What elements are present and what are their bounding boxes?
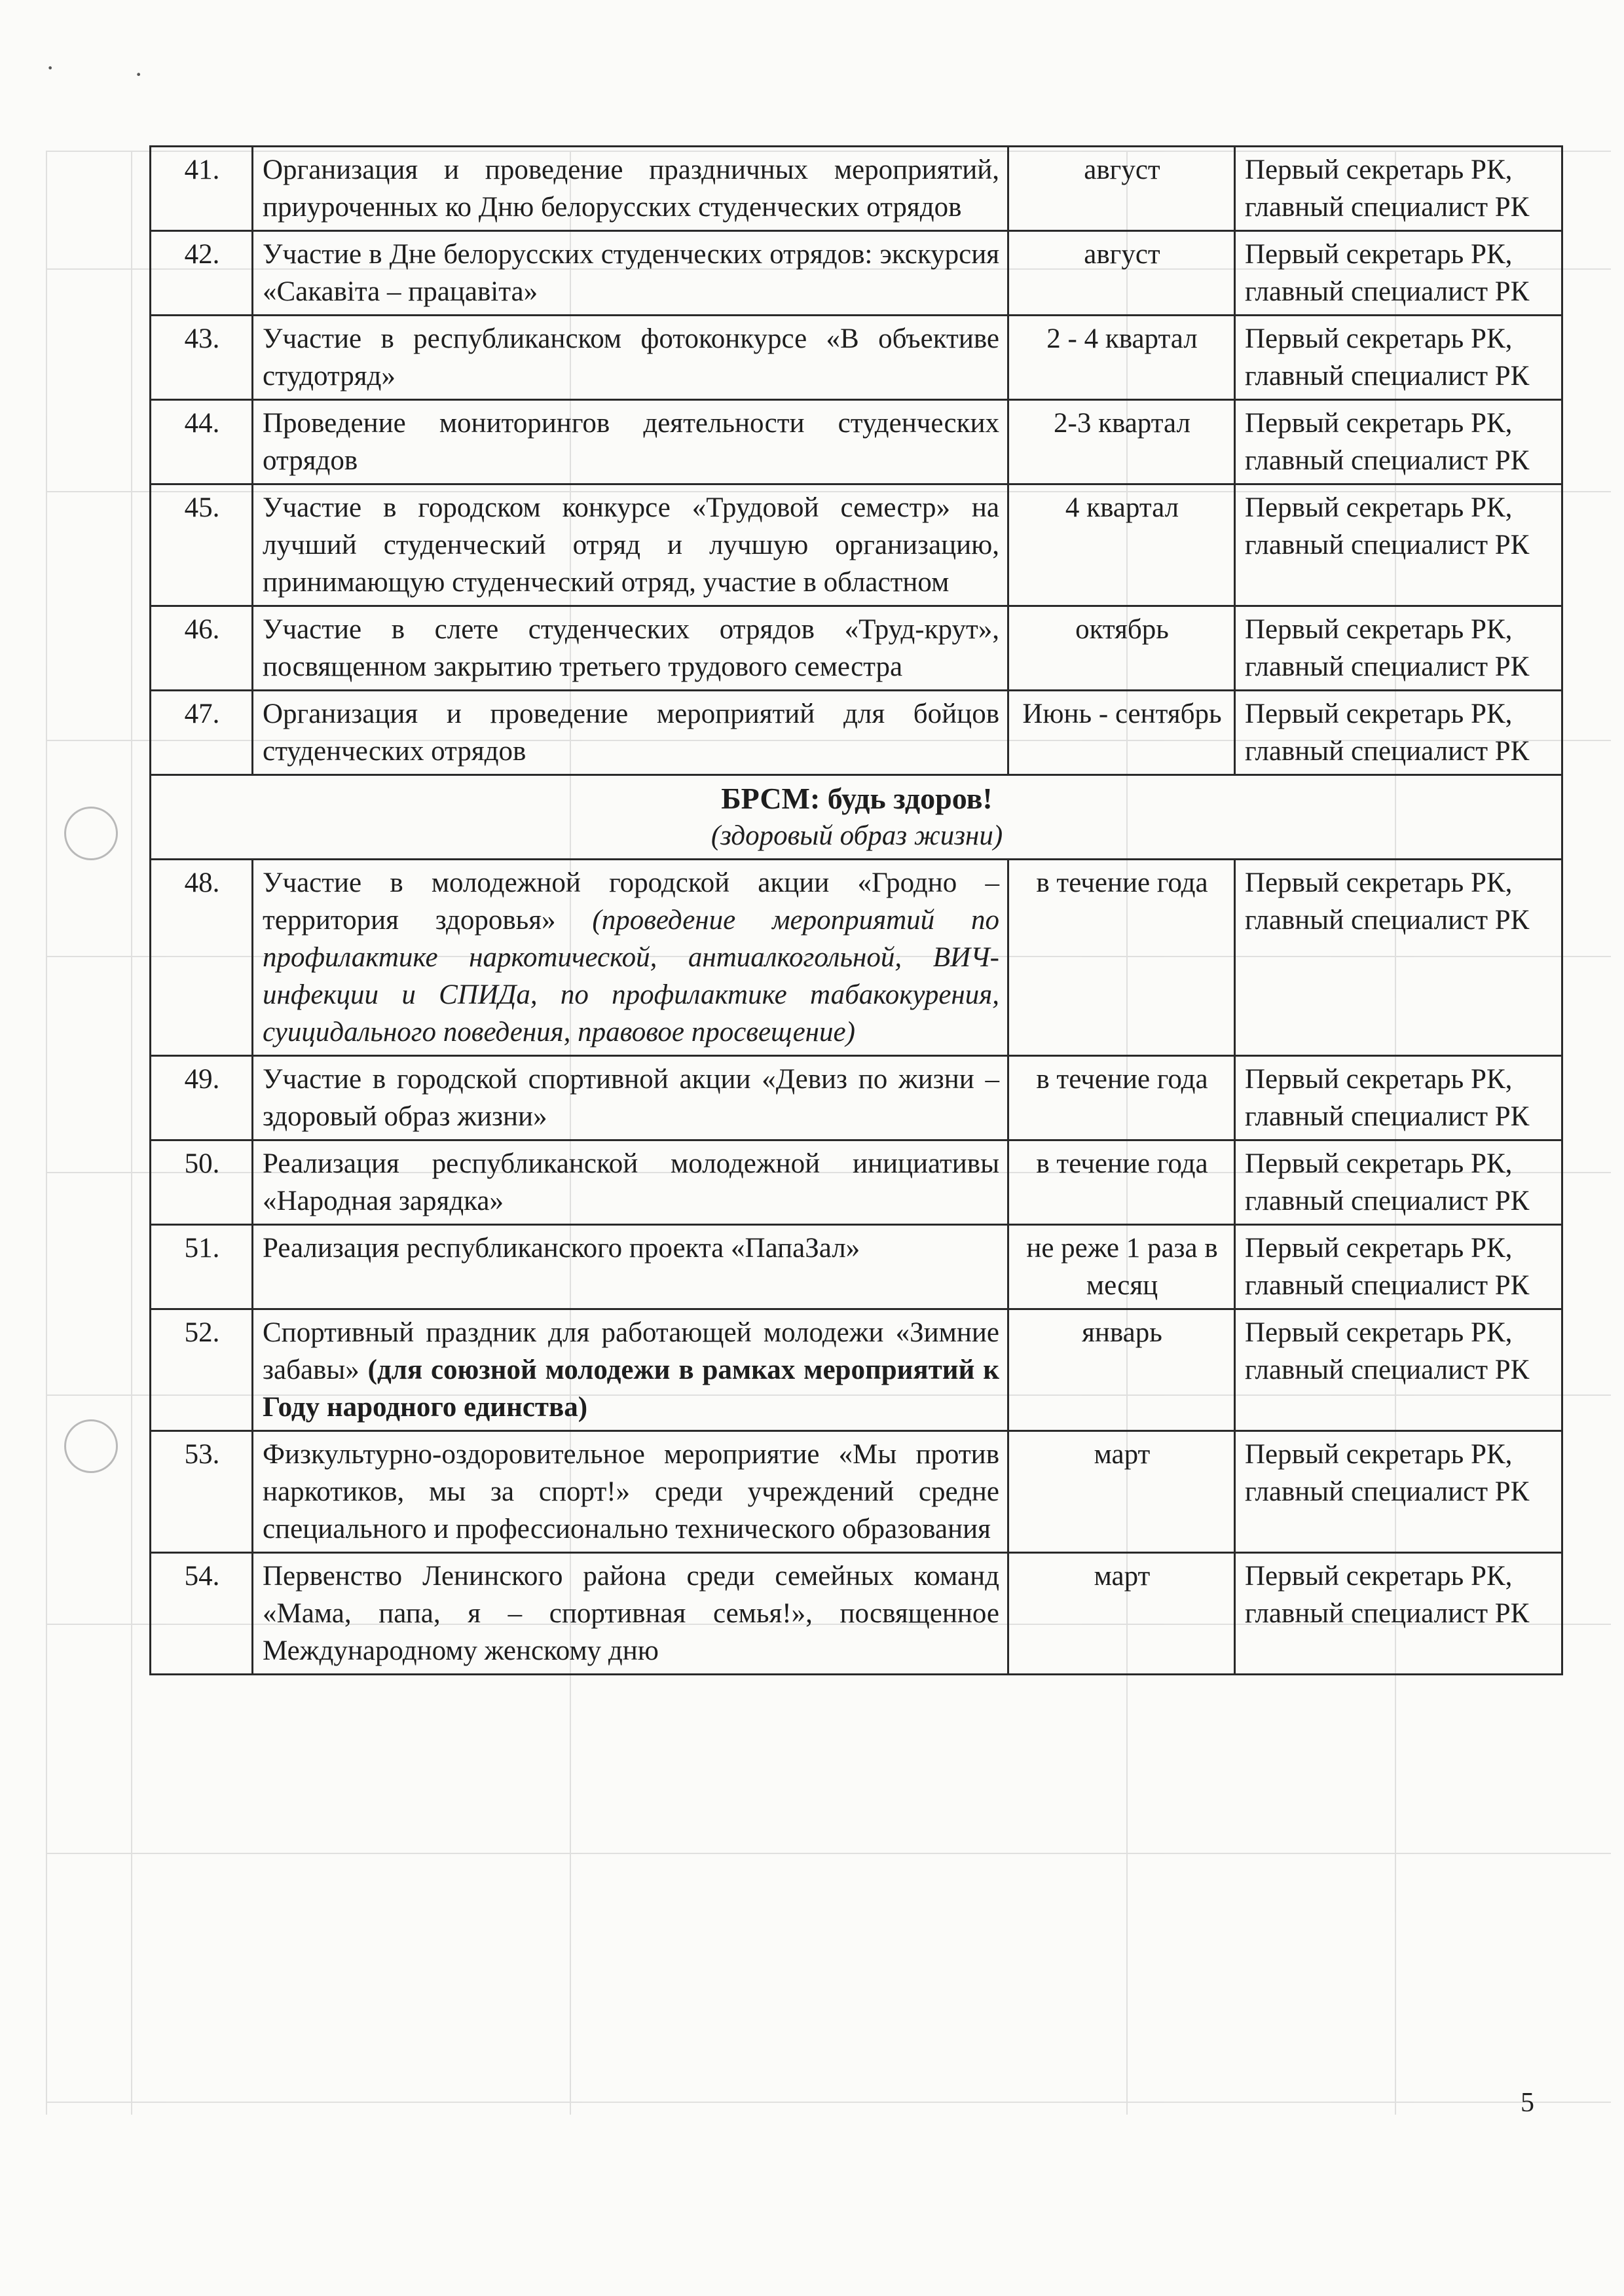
table-row (151, 400, 1562, 484)
table-row (151, 484, 1562, 606)
row-number: 49. (151, 1056, 253, 1140)
event-term: 4 квартал (1008, 484, 1235, 606)
event-term: Июнь - сентябрь (1008, 691, 1235, 775)
event-term: в течение года (1008, 1140, 1235, 1225)
table-row (151, 1309, 1562, 1431)
event-description: Участие в городской спортивной акции «Девиз по жизни – здоровый образ жизни» (253, 1056, 1008, 1140)
row-number: 41. (151, 147, 253, 231)
event-responsible: Первый секретарь РК, главный специалист РК (1235, 860, 1562, 1056)
scan-speck: · (134, 60, 143, 89)
event-description: Участие в слете студенческих отрядов «Труд-крут», посвященном закрытию третьего трудового семестра (253, 606, 1008, 691)
event-term: август (1008, 147, 1235, 231)
event-term: март (1008, 1431, 1235, 1553)
event-description: Проведение мониторингов деятельности студенческих отрядов (253, 400, 1008, 484)
event-responsible: Первый секретарь РК, главный специалист РК (1235, 606, 1562, 691)
table-row (151, 606, 1562, 691)
event-description (253, 860, 1008, 1056)
event-responsible: Первый секретарь РК, главный специалист РК (1235, 400, 1562, 484)
event-term: август (1008, 231, 1235, 316)
event-term: 2 - 4 квартал (1008, 316, 1235, 400)
section-header-row (151, 775, 1562, 860)
row-number: 54. (151, 1553, 253, 1675)
row-number: 52. (151, 1309, 253, 1431)
event-responsible: Первый секретарь РК, главный специалист РК (1235, 1140, 1562, 1225)
event-description: Реализация республиканской молодежной инициативы «Народная зарядка» (253, 1140, 1008, 1225)
scan-speck: · (46, 53, 55, 82)
event-responsible: Первый секретарь РК, главный специалист РК (1235, 1056, 1562, 1140)
table-row (151, 1553, 1562, 1675)
row-number: 44. (151, 400, 253, 484)
event-description: Участие в республиканском фотоконкурсе «В объективе студотряд» (253, 316, 1008, 400)
table-row (151, 231, 1562, 316)
row-number: 43. (151, 316, 253, 400)
event-term: 2-3 квартал (1008, 400, 1235, 484)
event-description-main: Спортивный праздник для работающей молодежи «Зимние забавы» (263, 1317, 999, 1385)
event-term: в течение года (1008, 1056, 1235, 1140)
row-number: 53. (151, 1431, 253, 1553)
event-responsible: Первый секретарь РК, главный специалист РК (1235, 231, 1562, 316)
table-row (151, 1056, 1562, 1140)
table-row (151, 1431, 1562, 1553)
table-row (151, 1140, 1562, 1225)
event-responsible: Первый секретарь РК, главный специалист РК (1235, 484, 1562, 606)
event-responsible: Первый секретарь РК, главный специалист РК (1235, 1553, 1562, 1675)
row-number: 47. (151, 691, 253, 775)
section-subtitle: (здоровый образ жизни) (710, 820, 1003, 851)
event-responsible: Первый секретарь РК, главный специалист РК (1235, 1225, 1562, 1309)
event-description (253, 1309, 1008, 1431)
section-title: БРСМ: будь здоров! (721, 782, 993, 815)
table-row (151, 316, 1562, 400)
event-responsible: Первый секретарь РК, главный специалист РК (1235, 147, 1562, 231)
page-number: 5 (1521, 2088, 1534, 2118)
event-term: октябрь (1008, 606, 1235, 691)
event-description: Физкультурно-оздоровительное мероприятие «Мы против наркотиков, мы за спорт!» среди учреждений средне специального и профессионально технического образования (253, 1431, 1008, 1553)
row-number: 42. (151, 231, 253, 316)
row-number: 50. (151, 1140, 253, 1225)
row-number: 51. (151, 1225, 253, 1309)
row-number: 45. (151, 484, 253, 606)
events-table-body (151, 147, 1562, 1675)
event-description: Организация и проведение праздничных мероприятий, приуроченных ко Дню белорусских студенческих отрядов (253, 147, 1008, 231)
table-row (151, 147, 1562, 231)
event-responsible: Первый секретарь РК, главный специалист РК (1235, 691, 1562, 775)
table-row (151, 1225, 1562, 1309)
table-row (151, 860, 1562, 1056)
punch-hole-top (64, 807, 118, 860)
row-number: 48. (151, 860, 253, 1056)
row-number: 46. (151, 606, 253, 691)
event-description: Участие в Дне белорусских студенческих отрядов: экскурсия «Сакавіта – працавіта» (253, 231, 1008, 316)
section-header (151, 775, 1562, 860)
event-description: Участие в городском конкурсе «Трудовой семестр» на лучший студенческий отряд и лучшую организацию, принимающую студенческий отряд, участие в областном (253, 484, 1008, 606)
event-description-main: Участие в молодежной городской акции «Гродно – территория здоровья» (263, 867, 999, 936)
event-description: Реализация республиканского проекта «ПапаЗал» (253, 1225, 1008, 1309)
event-term: январь (1008, 1309, 1235, 1431)
event-description: Организация и проведение мероприятий для бойцов студенческих отрядов (253, 691, 1008, 775)
event-description: Первенство Ленинского района среди семейных команд «Мама, папа, я – спортивная семья!», посвященное Международному женскому дню (253, 1553, 1008, 1675)
event-description-highlight: (для союзной молодежи в рамках мероприятий к Году народного единства) (263, 1355, 1000, 1423)
event-responsible: Первый секретарь РК, главный специалист РК (1235, 1309, 1562, 1431)
event-term: март (1008, 1553, 1235, 1675)
event-responsible: Первый секретарь РК, главный специалист РК (1235, 316, 1562, 400)
event-responsible: Первый секретарь РК, главный специалист РК (1235, 1431, 1562, 1553)
table-row (151, 691, 1562, 775)
punch-hole-bottom (64, 1419, 118, 1473)
events-plan-table (149, 145, 1563, 1675)
event-description-note: (проведение мероприятий по профилактике наркотической, антиалкогольной, ВИЧ-инфекции и СПИДа, по профилактике табакокурения, суицидального поведения, правовое просвещение) (263, 905, 999, 1048)
event-term: не реже 1 раза в месяц (1008, 1225, 1235, 1309)
event-term: в течение года (1008, 860, 1235, 1056)
